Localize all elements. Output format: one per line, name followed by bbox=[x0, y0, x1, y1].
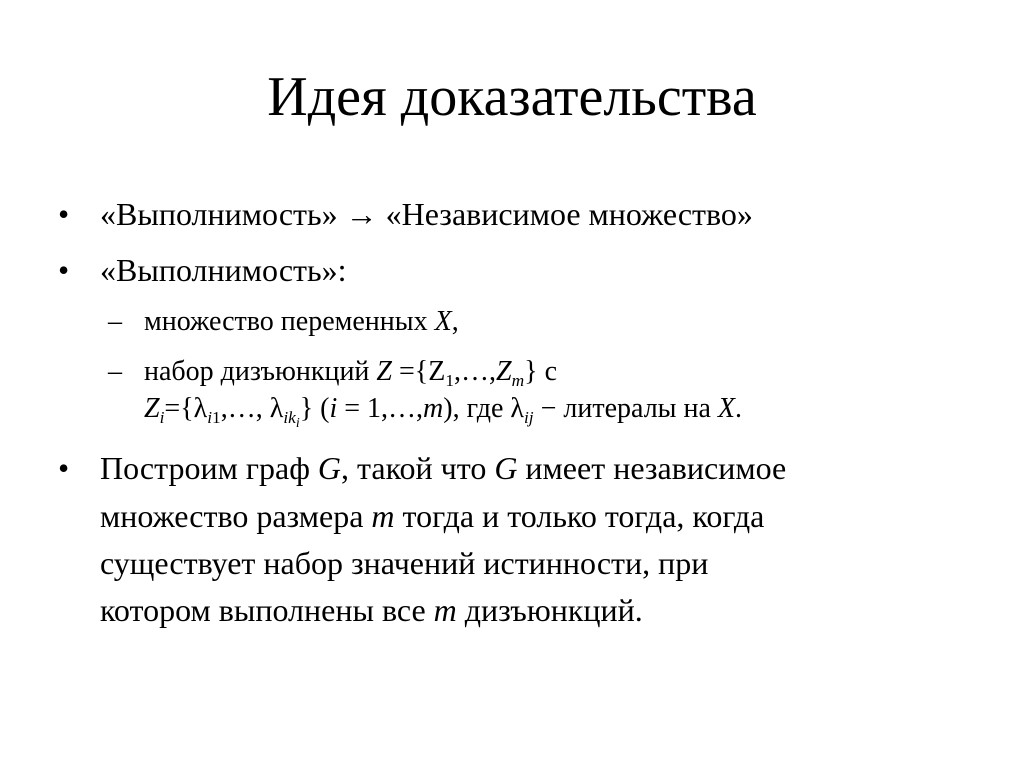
math-sub-i1-i: i bbox=[207, 408, 213, 428]
sub-item-2-text: набор дизъюнкций bbox=[144, 356, 377, 387]
math-set-close: } с bbox=[524, 356, 558, 387]
bullet-item-2-text: «Выполнимость»: bbox=[100, 252, 347, 288]
paragraph-line-4 bbox=[100, 590, 643, 630]
para-l3: существует набор значений истинности, при bbox=[100, 545, 709, 581]
paragraph-line-2 bbox=[100, 496, 764, 536]
math-sub-1: 1 bbox=[445, 371, 455, 391]
bullet-dot-icon: • bbox=[58, 252, 70, 288]
para-l2-b: тогда и только тогда, когда bbox=[394, 498, 765, 534]
math-eq: = bbox=[392, 356, 415, 387]
math-zi: Z bbox=[144, 393, 160, 424]
sub-item-2 bbox=[108, 355, 558, 391]
math-dots: ,…, bbox=[454, 356, 497, 387]
para-l1-b: , такой что bbox=[341, 450, 495, 486]
math-sub-ik: ik bbox=[283, 408, 296, 428]
math-period: . bbox=[735, 393, 743, 424]
para-l1-a: Построим граф bbox=[100, 450, 318, 486]
bullet-item-2 bbox=[58, 251, 347, 289]
sub-item-1 bbox=[108, 305, 459, 339]
para-l4-a: котором выполнены все bbox=[100, 592, 434, 628]
math-where: ), где λ bbox=[443, 393, 524, 424]
sub-item-2-continuation bbox=[144, 392, 743, 432]
dash-icon: – bbox=[108, 306, 122, 337]
math-m-2: m bbox=[433, 592, 457, 628]
bullet-item-1 bbox=[58, 195, 753, 233]
math-sub-ij: ij bbox=[523, 408, 534, 428]
math-sub-ki: i bbox=[295, 416, 300, 432]
bullet-item-1-text: «Выполнимость» → «Независимое множество» bbox=[100, 196, 753, 232]
bullet-dot-icon: • bbox=[58, 196, 70, 232]
math-var-x: X bbox=[717, 393, 736, 424]
slide-title: Идея доказательства bbox=[267, 66, 757, 128]
para-l1-c: имеет независимое bbox=[517, 450, 787, 486]
bullet-item-3 bbox=[58, 449, 787, 487]
dash-icon: – bbox=[108, 356, 122, 387]
math-range: = 1,…, bbox=[337, 393, 424, 424]
para-l4-b: дизъюнкций. bbox=[456, 592, 643, 628]
sub-item-1-tail: , bbox=[451, 306, 459, 337]
math-zm: Z bbox=[496, 356, 512, 387]
math-set-open: {Z bbox=[414, 356, 446, 387]
math-z: Z bbox=[376, 356, 392, 387]
math-eq-lambda: ={λ bbox=[164, 393, 208, 424]
math-dots-lambda: ,…, λ bbox=[220, 393, 284, 424]
math-sub-i1-one: 1 bbox=[212, 408, 221, 428]
math-sub-m: m bbox=[511, 371, 525, 391]
math-close-paren: } ( bbox=[299, 393, 330, 424]
para-l2-a: множество размера bbox=[100, 498, 372, 534]
math-m-1: m bbox=[371, 498, 395, 534]
math-sub-i: i bbox=[159, 408, 165, 428]
math-literals-text: − литералы на bbox=[533, 393, 718, 424]
math-g-1: G bbox=[317, 450, 342, 486]
sub-item-1-text: множество переменных bbox=[144, 306, 435, 337]
variable-x: X bbox=[434, 306, 452, 337]
math-var-i: i bbox=[329, 393, 338, 424]
paragraph-line-3 bbox=[100, 543, 708, 583]
math-var-m: m bbox=[423, 393, 444, 424]
bullet-dot-icon: • bbox=[58, 450, 70, 486]
math-g-2: G bbox=[494, 450, 518, 486]
